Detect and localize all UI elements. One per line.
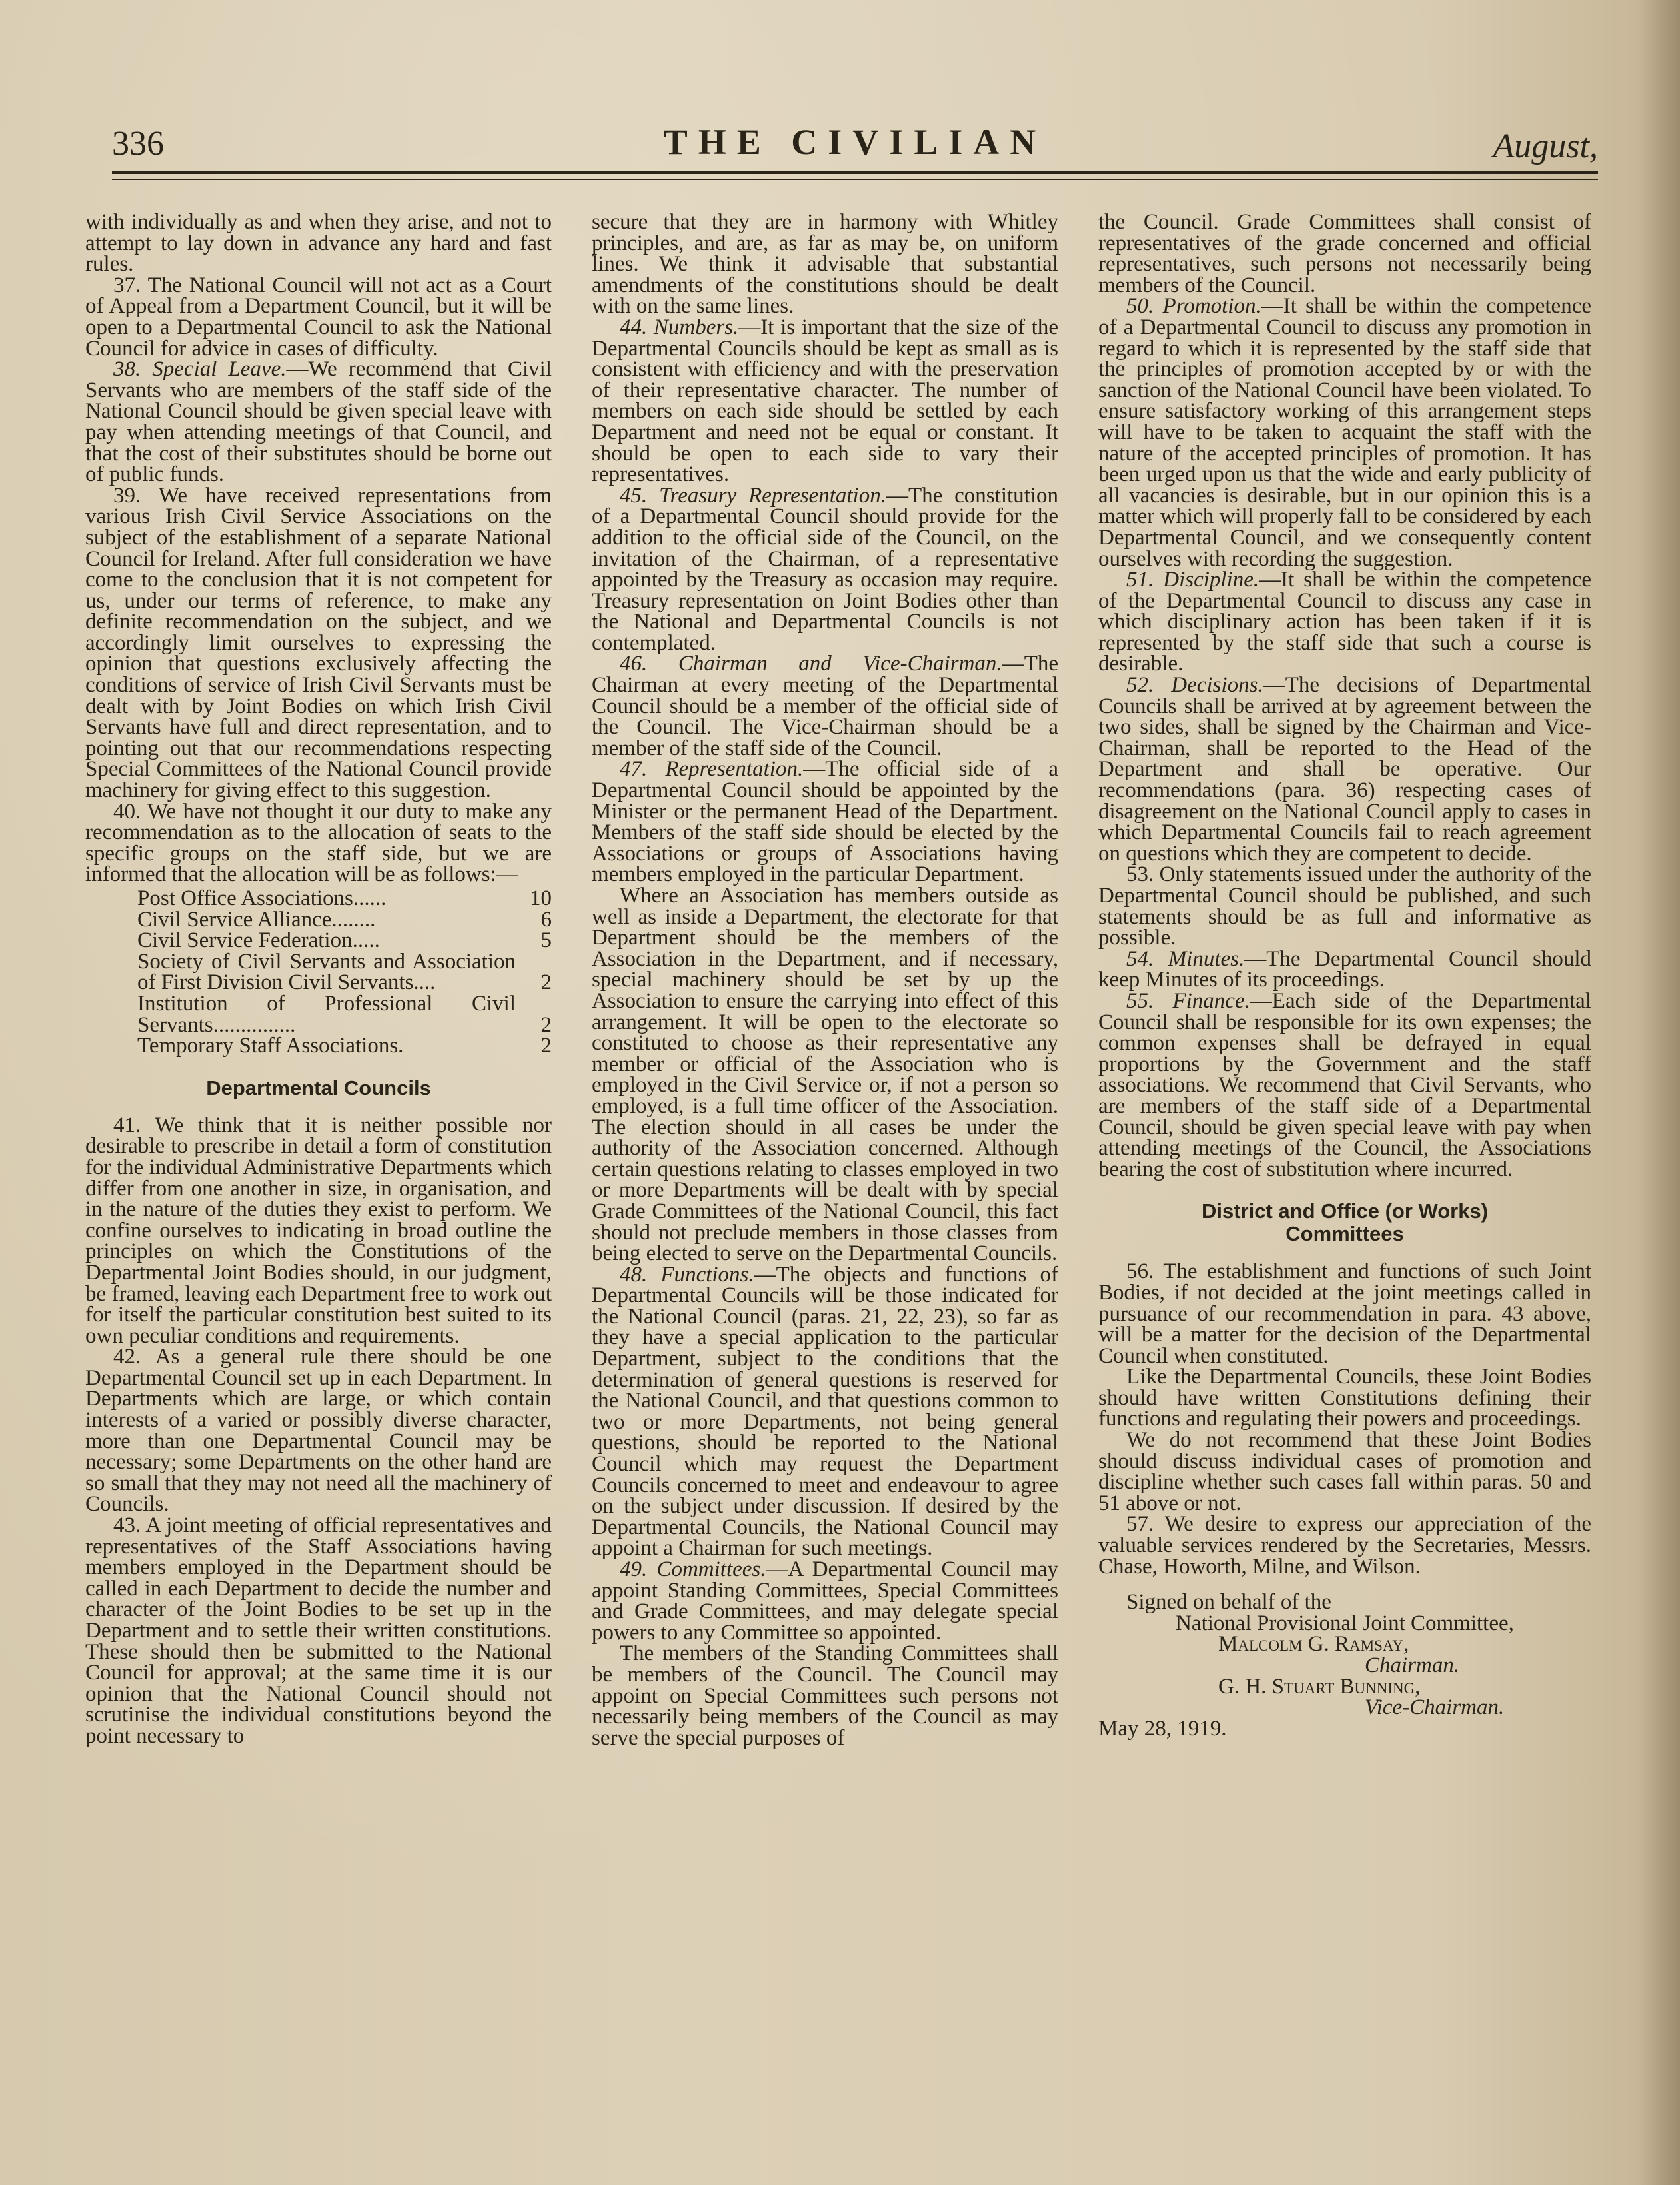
- section-heading-line-1: District and Office (or Works): [1201, 1199, 1489, 1223]
- paragraph-46: [592, 654, 1058, 759]
- column-3: [1098, 212, 1591, 1739]
- paragraph-50: [1098, 296, 1591, 570]
- paragraph-49-heading: 49. Committees.: [620, 1557, 766, 1581]
- paragraph-42: 42. As a general rule there should be one Departmental Council set up in each Department. In Departments which are large, or which contain interests of a varied or possibly diverse character, more than one Departmental Council may be necessary; some Departments on the other hand are so small that they may not need all the machinery of Councils.: [85, 1345, 552, 1517]
- issue-month: August,: [1493, 127, 1598, 165]
- header-rule-thick: [112, 171, 1598, 174]
- committee-name: National Provisional Joint Committee,: [1176, 1611, 1514, 1635]
- allocation-row: [137, 1036, 552, 1057]
- vice-chairman-title: Vice-Chairman.: [1365, 1695, 1505, 1720]
- paragraph-49-second: The members of the Standing Committees shall be members of the Council. The Council may appoint on Special Committees such persons not necessarily being members of the Council as may serve the special purposes of: [592, 1641, 1058, 1750]
- paragraph-52-heading: 52. Decisions.: [1126, 673, 1263, 698]
- paragraph-57: 57. We desire to express our appreciation of the valuable services rendered by the Secretaries, Messrs. Chase, Howorth, Milne, and Wilson.: [1098, 1512, 1591, 1579]
- paragraph-52: [1098, 675, 1591, 864]
- paragraph-47-heading: 47. Representation.: [620, 757, 804, 782]
- paragraph-52-text: —The decisions of Departmental Councils shall be arrived at by agreement between the two sides, shall be signed by the Chairman and Vice-Chairman, shall be reported to the Head of the Department and shall be operative. Our recommendations (para. 36) respecting cases of disagreement on the National Council apply to cases in which Departmental Councils fail to reach agreement on questions which they are competent to decide.: [1098, 673, 1591, 866]
- paragraph-54: [1098, 946, 1591, 992]
- chairman-title: Chairman.: [1365, 1653, 1460, 1677]
- paragraph-47: [592, 759, 1058, 886]
- allocation-seats: 10: [530, 886, 552, 910]
- page-edge-shadow: [1640, 0, 1680, 2185]
- page-number: 336: [112, 125, 164, 163]
- paragraph-47-text: —The official side of a Departmental Council should be appointed by the Minister or the permanent Head of the Department. Members of the staff side should be elected by the Associations or groups of Associations having members employed in the particular Department.: [592, 757, 1058, 887]
- allocation-seats: 6: [540, 907, 552, 932]
- allocation-group: Civil Service Federation.....: [137, 928, 380, 953]
- column-1: [85, 212, 552, 1747]
- section-heading-departmental-councils: Departmental Councils: [206, 1076, 431, 1099]
- paragraph-46-text: —The Chairman at every meeting of the Departmental Council should be a member of the official side of the Council. The Vice-Chairman should be a member of the staff side of the Council.: [592, 652, 1058, 760]
- seat-allocation-table: [137, 888, 552, 1057]
- paragraph-48-heading: 48. Functions.: [620, 1262, 754, 1287]
- allocation-group: Society of Civil Servants and Association of First Division Civil Servants....: [137, 949, 516, 995]
- masthead-title: THE CIVILIAN: [663, 122, 1047, 162]
- signature-block: [1098, 1592, 1591, 1739]
- allocation-seats: 2: [540, 1012, 552, 1037]
- section-heading-district-committees: [1098, 1200, 1591, 1245]
- paragraph-50-text: —It shall be within the competence of a Departmental Council to discuss any promotion in regard to which it is represented by the staff side that the principles of promotion accepted by or with the sanction of the National Council have been violated. To ensure satisfactory working of this arrangement steps will have to be taken to acquaint the staff with the nature of the accepted principles of promotion. It has been urged upon us that the wide and early publicity of all vacancies is desirable, but in our opinion this is a matter which will properly fall to be considered by each Departmental Council, and we consequently content ourselves with recording the suggestion.: [1098, 294, 1591, 571]
- allocation-row: [137, 910, 552, 931]
- allocation-seats: 5: [540, 928, 552, 953]
- paragraph-56-third: We do not recommend that these Joint Bodies should discuss individual cases of promotion and discipline whether such cases fall within paras. 50 and 51 above or not.: [1098, 1428, 1591, 1515]
- paragraph-51: [1098, 570, 1591, 675]
- paragraph-46-heading: 46. Chairman and Vice-Chairman.: [620, 652, 1002, 676]
- allocation-row: [137, 952, 552, 994]
- allocation-group: Post Office Associations......: [137, 886, 387, 910]
- paragraph-44: [592, 317, 1058, 486]
- paragraph-45-text: —The constitution of a Departmental Council should provide for the addition to the official side of the Council, on the invitation of the Chairman, of a representative appointed by the Treasury as occasion may require. Treasury representation on Joint Bodies other than the National and Departmental Councils is not contemplated.: [592, 483, 1058, 655]
- signed-on-behalf: Signed on behalf of the: [1126, 1590, 1331, 1615]
- paragraph-50-heading: 50. Promotion.: [1126, 294, 1261, 319]
- paragraph-55-text: —Each side of the Departmental Council shall be responsible for its own expenses; the common expenses shall be defrayed in equal proportions by the Government and the staff associations. We recommend that Civil Servants, who are members of the staff side of a Departmental Council, should be given special leave with pay when attending meetings of the Council, the Associations bearing the cost of substitution where incurred.: [1098, 988, 1591, 1181]
- column-2: [592, 212, 1058, 1749]
- paragraph-53: 53. Only statements issued under the authority of the Departmental Council should be published, and such statements should be as full and informative as possible.: [1098, 862, 1591, 950]
- chairman-name: Malcolm G. Ramsay,: [1218, 1632, 1409, 1657]
- page-header: [112, 119, 1598, 179]
- paragraph-51-text: —It shall be within the competence of the Departmental Council to discuss any case in which disciplinary action has been taken if it is represented by the staff side that such a course is desirable.: [1098, 568, 1591, 676]
- paragraph-44-text: —It is important that the size of the Departmental Councils should be kept as small as is consistent with efficiency and with the preservation of their representative character. The number of members on each side should be settled by each Department and need not be equal or constant. It should be open to each side to vary their representatives.: [592, 315, 1058, 487]
- allocation-row: [137, 888, 552, 910]
- paragraph-37: 37. The National Council will not act as a Court of Appeal from a Department Council, but it will be open to a Departmental Council to ask the National Council for advice in cases of difficulty.: [85, 273, 552, 361]
- paragraph-41: 41. We think that it is neither possible nor desirable to prescribe in detail a form of constitution for the individual Administrative Departments which differ from one another in size, in organisation, and in the nature of the duties they exist to perform. We confine ourselves to indicating in broad outline the principles on which the Constitutions of the Departmental Joint Bodies should, in our judgment, be framed, leaving each Department free to work out for itself the particular constitution best suited to its own peculiar conditions and requirements.: [85, 1113, 552, 1348]
- paragraph-51-heading: 51. Discipline.: [1126, 568, 1260, 592]
- vice-chairman-name: G. H. Stuart Bunning,: [1218, 1674, 1421, 1699]
- paragraph-55: [1098, 988, 1591, 1181]
- paragraph-43: 43. A joint meeting of official representatives and representatives of the Staff Associations having members employed in the Department should be called in each Department to decide the number and character of the Joint Bodies to be set up in the Department and to settle their written constitutions. These should then be submitted to the National Council for approval; at the same time it is our opinion that the National Council should not scrutinise the individual constitutions beyond the point necessary to: [85, 1513, 552, 1748]
- paragraph-48: [592, 1262, 1058, 1561]
- allocation-group: Temporary Staff Associations.: [137, 1034, 404, 1058]
- paragraph-38-text: —We recommend that Civil Servants who are members of the staff side of the National Council should be given special leave with pay when attending meetings of that Council, and that the cost of their substitutes should be borne out of public funds.: [85, 357, 552, 487]
- paragraph-38: [85, 359, 552, 486]
- paragraph-44-heading: 44. Numbers.: [620, 315, 739, 339]
- allocation-group: Institution of Professional Civil Servants...............: [137, 991, 516, 1037]
- paragraph-54-heading: 54. Minutes.: [1126, 946, 1245, 971]
- paragraph-55-heading: 55. Finance.: [1126, 988, 1250, 1013]
- allocation-seats: 2: [540, 970, 552, 995]
- section-heading-line-2: Committees: [1285, 1222, 1404, 1246]
- paragraph-45-heading: 45. Treasury Representation.: [620, 483, 886, 508]
- allocation-group: Civil Service Alliance........: [137, 907, 376, 932]
- paragraph-47-second: Where an Association has members outside as well as inside a Department, the electorate for that Department should be the members of the Association in the Department, and if necessary, special machinery should be set by up the Association to ensure the carrying into effect of this arrangement. It will be open to the electorate so constituted to choose as their representative any member or official of the Association who is employed in the Civil Service or, if not a person so employed, is a full time officer of the Association. The election should in all cases be under the authority of the Association concerned. Although certain questions relating to classes employed in two or more Departments will be dealt with by special Grade Committees of the National Council, this fact should not preclude members in those classes from being elected to serve on the Departmental Councils.: [592, 884, 1058, 1266]
- paragraph-54-text: —The Departmental Council should keep Minutes of its proceedings.: [1098, 946, 1591, 992]
- allocation-seats: 2: [540, 1034, 552, 1058]
- paragraph-49-continued: the Council. Grade Committees shall consist of representatives of the grade concerned and official representatives, such persons not necessarily being members of the Council.: [1098, 210, 1591, 297]
- header-rule-thin: [112, 179, 1598, 180]
- paragraph-48-text: —The objects and functions of Departmental Councils will be those indicated for the National Council (paras. 21, 22, 23), so far as they have a special application to the particular Department, subject to the conditions that the determination of general questions is reserved for the National Council, and that questions common to two or more Departments, not being general questions, should be reported to the National Council which may request the Department Councils concerned to meet and endeavour to agree on the subject under discussion. If desired by the Departmental Councils, the National Council may appoint a Chairman for such meetings.: [592, 1262, 1058, 1561]
- paragraph-56-second: Like the Departmental Councils, these Joint Bodies should have written Constitutions defining their functions and regulating their powers and proceedings.: [1098, 1365, 1591, 1431]
- paragraph-49: [592, 1559, 1058, 1643]
- allocation-row: [137, 930, 552, 952]
- paragraph-38-heading: 38. Special Leave.: [113, 357, 287, 382]
- paragraph-45: [592, 483, 1058, 655]
- allocation-row: [137, 994, 552, 1036]
- paragraph-49-text: —A Departmental Council may appoint Standing Committees, Special Committees and Grade Committees, and may delegate special powers to any Committee so appointed.: [592, 1557, 1058, 1645]
- paragraph-56: 56. The establishment and functions of such Joint Bodies, if not decided at the joint meetings called in pursuance of our recommendation in para. 43 above, will be a matter for the decision of the Departmental Council when constituted.: [1098, 1259, 1591, 1368]
- paragraph-36-continued: with individually as and when they arise, and not to attempt to lay down in advance any hard and fast rules.: [85, 210, 552, 277]
- paragraph-43-continued: secure that they are in harmony with Whitley principles, and are, as far as may be, on uniform lines. We think it advisable that substantial amendments of the constitutions should be dealt with on the same lines.: [592, 210, 1058, 319]
- paragraph-40: 40. We have not thought it our duty to make any recommendation as to the allocation of seats to the specific groups on the staff side, but we are informed that the allocation will be as follows:—: [85, 799, 552, 887]
- paragraph-39: 39. We have received representations from various Irish Civil Service Associations on the subject of the establishment of a separate National Council for Ireland. After full consideration we have come to the conclusion that it is not competent for us, under our terms of reference, to make any definite recommendation on the subject, and we accordingly limit ourselves to expressing the opinion that questions exclusively affecting the conditions of service of Irish Civil Servants must be dealt with by Joint Bodies on which Irish Civil Servants have full and direct representation, and to pointing out that our recommendations respecting Special Committees of the National Council provide machinery for giving effect to this suggestion.: [85, 483, 552, 803]
- report-date: May 28, 1919.: [1098, 1716, 1227, 1741]
